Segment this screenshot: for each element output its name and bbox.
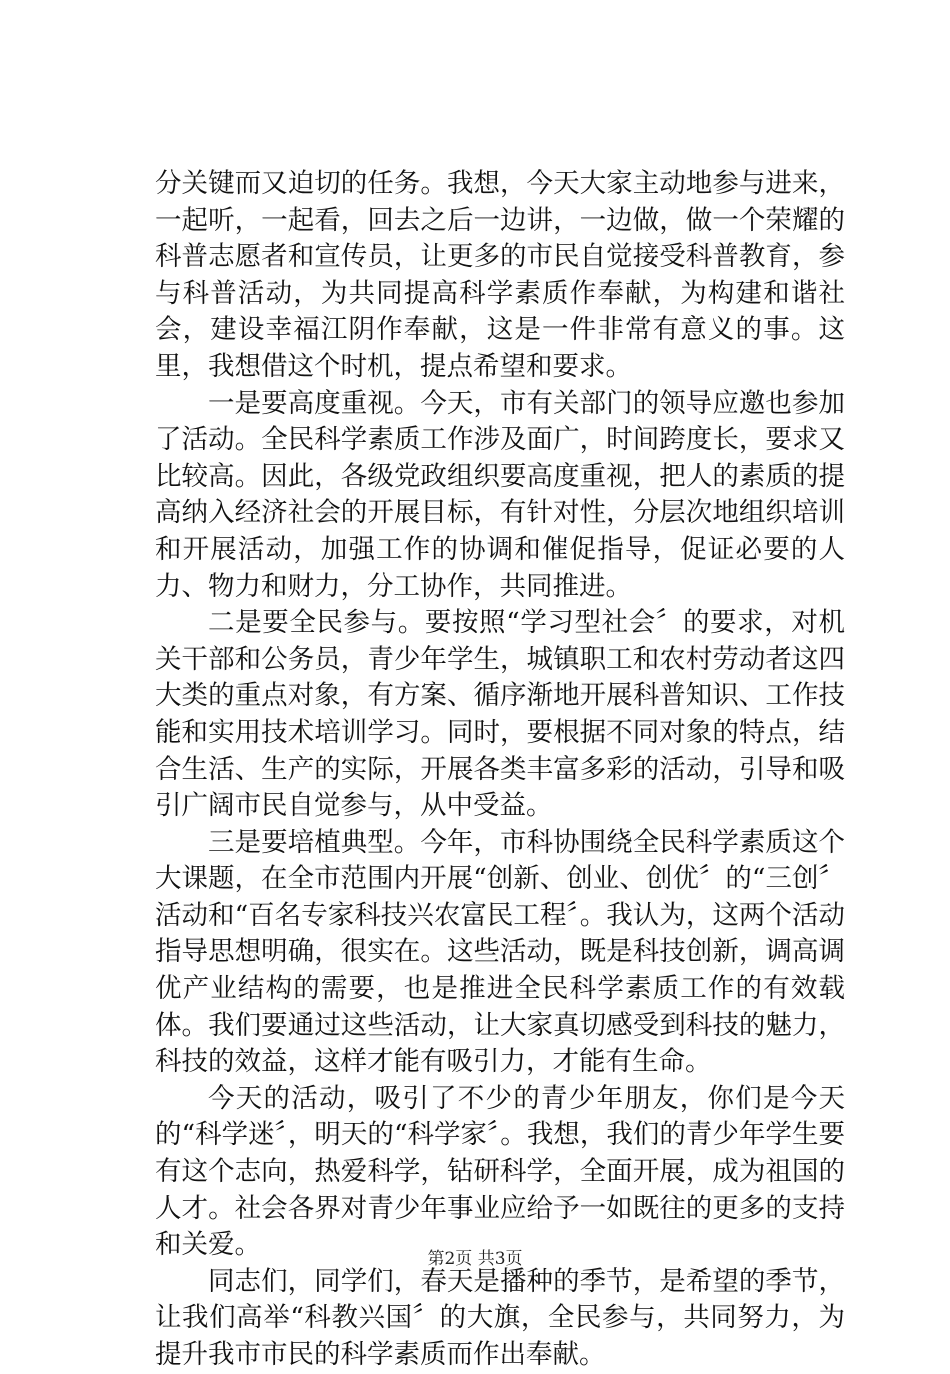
- paragraph-3: 二是要全民参与。要按照“学习型社会〞的要求，对机关干部和公务员，青少年学生，城镇职工和农村劳动者这四大类的重点对象，有方案、循序渐地开展科普知识、工作技能和实用技术培训学习。同时，要根据不同对象的特点，结合生活、生产的实际，开展各类丰富多彩的活动，引导和吸引广阔市民自觉参与，从中受益。: [155, 607, 845, 822]
- paragraph-1: 分关键而又迫切的任务。我想，今天大家主动地参与进来，一起听，一起看，回去之后一边讲，一边做，做一个荣耀的科普志愿者和宣传员，让更多的市民自觉接受科普教育，参与科普活动，为共同提高科学素质作奉献，为构建和谐社会，建设幸福江阴作奉献，这是一件非常有意义的事。这里，我想借这个时机，提点希望和要求。: [155, 168, 845, 382]
- document-body: [155, 166, 845, 1374]
- page-number-footer: 第2页 共3页: [427, 1249, 523, 1269]
- paragraph-6: 同志们，同学们，春天是播种的季节，是希望的季节，让我们高举“科教兴国〞的大旗，全民参与，共同努力，为提升我市市民的科学素质而作出奉献。: [155, 1265, 845, 1370]
- paragraph-5: 今天的活动，吸引了不少的青少年朋友，你们是今天的“科学迷〞，明天的“科学家〞。我想，我们的青少年学生要有这个志向，热爱科学，钻研科学，全面开展，成为祖国的人才。社会各界对青少年事业应给予一如既往的更多的支持和关爱。: [155, 1082, 845, 1261]
- paragraph-4: 三是要培植典型。今年，市科协围绕全民科学素质这个大课题，在全市范围内开展“创新、创业、创优〞的“三创〞活动和“百名专家科技兴农富民工程〞。我认为，这两个活动指导思想明确，很实在。这些活动，既是科技创新，调高调优产业结构的需要，也是推进全民科学素质工作的有效载体。我们要通过这些活动，让大家真切感受到科技的魅力，科技的效益，这样才能有吸引力，才能有生命。: [155, 826, 845, 1078]
- paragraph-2: 一是要高度重视。今天，市有关部门的领导应邀也参加了活动。全民科学素质工作涉及面广，时间跨度长，要求又比较高。因此，各级党政组织要高度重视，把人的素质的提高纳入经济社会的开展目标，有针对性，分层次地组织培训和开展活动，加强工作的协调和催促指导，促证必要的人力、物力和财力，分工协作，共同推进。: [155, 387, 845, 602]
